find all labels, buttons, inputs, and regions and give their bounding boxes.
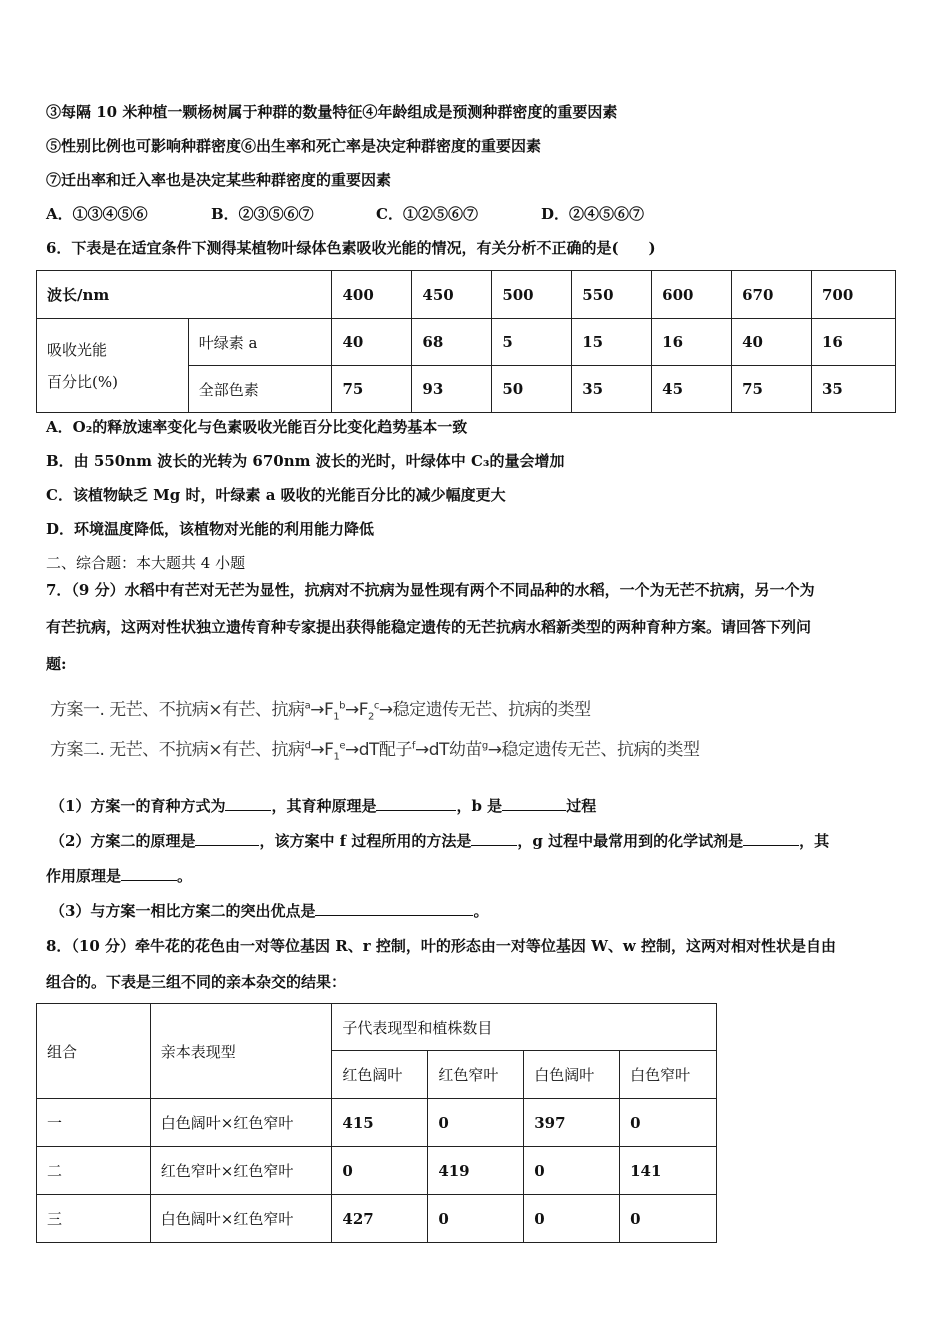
scheme-two: 方案二. 无芒、不抗病×有芒、抗病$^d\to F_1^e\to dT$配子$^f$→dT幼苗$^g$→稳定遗传无芒、抗病的类型: [50, 740, 700, 763]
value-cell: 75: [732, 366, 812, 413]
q7-subquestion-3: [50, 901, 488, 921]
answer-blank[interactable]: [225, 796, 271, 811]
text: ，g 过程中最常用到的化学试剂是: [517, 832, 744, 850]
text: 作用原理是: [46, 867, 122, 885]
f2-label: F: [358, 700, 368, 720]
subscript: 1: [333, 711, 340, 723]
wavelength-label: 波长/nm: [37, 271, 332, 319]
step-label: e: [339, 740, 345, 752]
gamete-label: dT配子: [358, 740, 412, 760]
row-label-chlorophyll-a: 叶绿素 a: [188, 319, 332, 366]
count-cell: 419: [428, 1147, 524, 1195]
text: ，其育种原理是: [271, 797, 377, 815]
answer-blank[interactable]: [121, 866, 177, 881]
text: （1）方案一的育种方式为: [50, 797, 226, 815]
subscript: 1: [333, 751, 340, 763]
group-cell: 一: [37, 1099, 151, 1147]
value-cell: 75: [332, 366, 412, 413]
scheme-two-suffix: 稳定遗传无芒、抗病的类型: [501, 740, 700, 760]
text: 。: [177, 867, 193, 885]
text: 过程: [566, 797, 597, 815]
q5-option-a[interactable]: A．①③④⑤⑥: [46, 205, 148, 223]
q5-statement-3-4: ③每隔 10 米种植一颗杨树属于种群的数量特征④年龄组成是预测种群密度的重要因素: [46, 103, 618, 121]
count-cell: 397: [524, 1099, 620, 1147]
scheme-one: 方案一. 无芒、不抗病×有芒、抗病$^a\to F_1^b\to F_2^c\to$稳定遗传无芒、抗病的类型: [50, 700, 591, 723]
cross-table: [36, 1003, 717, 1243]
subheader-cell: 白色窄叶: [620, 1051, 717, 1099]
q6-option-b[interactable]: B．由 550nm 波长的光转为 670nm 波长的光时，叶绿体中 C₃的量会增加: [46, 452, 565, 470]
group-label-line1: 吸收光能: [47, 340, 108, 359]
value-cell: 35: [572, 366, 652, 413]
q6-option-c[interactable]: C．该植物缺乏 Mg 时，叶绿素 a 吸收的光能百分比的减少幅度更大: [46, 486, 506, 504]
text: ，其: [799, 832, 830, 850]
parent-cell: 白色阔叶×红色窄叶: [150, 1195, 332, 1243]
scheme-one-prefix: 方案一. 无芒、不抗病×有芒、抗病: [50, 700, 305, 720]
parent-cell: 白色阔叶×红色窄叶: [150, 1099, 332, 1147]
count-cell: 427: [332, 1195, 428, 1243]
value-cell: 16: [652, 319, 732, 366]
group-cell: 二: [37, 1147, 151, 1195]
f1-label: F: [323, 700, 334, 720]
group-cell: 三: [37, 1195, 151, 1243]
header-parent: 亲本表现型: [150, 1004, 332, 1099]
step-label: b: [339, 700, 345, 712]
absorption-table: [36, 270, 896, 413]
count-cell: 0: [428, 1099, 524, 1147]
wavelength-cell: 700: [812, 271, 896, 319]
value-cell: 5: [492, 319, 572, 366]
text: （3）与方案一相比方案二的突出优点是: [50, 902, 316, 920]
answer-blank[interactable]: [743, 831, 799, 846]
q5-statement-5-6: ⑤性别比例也可影响种群密度⑥出生率和死亡率是决定种群密度的重要因素: [46, 137, 542, 155]
q5-option-d[interactable]: D．②④⑤⑥⑦: [541, 205, 645, 223]
value-cell: 45: [652, 366, 732, 413]
wavelength-cell: 670: [732, 271, 812, 319]
wavelength-cell: 500: [492, 271, 572, 319]
header-offspring: 子代表现型和植株数目: [332, 1004, 717, 1051]
subheader-cell: 白色阔叶: [524, 1051, 620, 1099]
q5-statement-7: ⑦迁出率和迁入率也是决定某些种群密度的重要因素: [46, 171, 392, 189]
count-cell: 0: [524, 1147, 620, 1195]
wavelength-cell: 400: [332, 271, 412, 319]
answer-blank[interactable]: [502, 796, 566, 811]
count-cell: 0: [428, 1195, 524, 1243]
value-cell: 16: [812, 319, 896, 366]
q7-stem-line1: 7．（9 分）水稻中有芒对无芒为显性，抗病对不抗病为显性现有两个不同品种的水稻，一个为无芒不抗病，另一个为: [46, 581, 815, 599]
count-cell: 0: [524, 1195, 620, 1243]
section-heading: 二、综合题：本大题共 4 小题: [46, 554, 246, 572]
step-label: d: [304, 740, 311, 752]
answer-blank[interactable]: [471, 831, 517, 846]
text: （2）方案二的原理是: [50, 832, 196, 850]
count-cell: 0: [620, 1195, 717, 1243]
q7-subquestion-2-cont: [46, 866, 192, 886]
row-label-all-pigments: 全部色素: [188, 366, 332, 413]
q6-stem: 6．下表是在适宜条件下测得某植物叶绿体色素吸收光能的情况，有关分析不正确的是( ): [46, 239, 656, 257]
cross-header-row: [37, 1004, 717, 1051]
scheme-one-suffix: 稳定遗传无芒、抗病的类型: [392, 700, 591, 720]
q5-options: [46, 204, 644, 224]
count-cell: 0: [332, 1147, 428, 1195]
value-cell: 35: [812, 366, 896, 413]
q7-subquestion-2: [50, 831, 829, 851]
text: ，该方案中 f 过程所用的方法是: [259, 832, 472, 850]
value-cell: 15: [572, 319, 652, 366]
q8-stem-line1: 8．（10 分）牵牛花的花色由一对等位基因 R、r 控制，叶的形态由一对等位基因 W、w 控制，这两对相对性状是自由: [46, 937, 837, 955]
scheme-two-prefix: 方案二. 无芒、不抗病×有芒、抗病: [50, 740, 305, 760]
value-cell: 68: [412, 319, 492, 366]
q6-option-a[interactable]: A．O₂的释放速率变化与色素吸收光能百分比变化趋势基本一致: [46, 418, 468, 436]
subscript: 2: [368, 711, 374, 723]
count-cell: 0: [620, 1099, 717, 1147]
answer-blank[interactable]: [195, 831, 259, 846]
header-group: 组合: [37, 1004, 151, 1099]
step-label: c: [373, 700, 379, 712]
wavelength-cell: 450: [412, 271, 492, 319]
value-cell: 50: [492, 366, 572, 413]
q5-option-b[interactable]: B．②③⑤⑥⑦: [211, 205, 314, 223]
text: 。: [473, 902, 489, 920]
q8-stem-line2: 组合的。下表是三组不同的亲本杂交的结果：: [46, 973, 347, 991]
subheader-cell: 红色阔叶: [332, 1051, 428, 1099]
count-cell: 141: [620, 1147, 717, 1195]
subheader-cell: 红色窄叶: [428, 1051, 524, 1099]
f1-label: F: [324, 740, 334, 760]
q7-subquestion-1: [50, 796, 596, 816]
value-cell: 40: [332, 319, 412, 366]
q7-stem-line2: 有芒抗病，这两对性状独立遗传育种专家提出获得能稳定遗传的无芒抗病水稻新类型的两种育种方案。请回答下列问: [46, 618, 812, 636]
wavelength-row: [37, 271, 896, 319]
answer-blank[interactable]: [315, 901, 473, 916]
answer-blank[interactable]: [376, 796, 456, 811]
step-label: f: [411, 740, 415, 752]
value-cell: 93: [412, 366, 492, 413]
table-row: [37, 1147, 717, 1195]
wavelength-cell: 600: [652, 271, 732, 319]
q5-option-c[interactable]: C．①②⑤⑥⑦: [376, 205, 478, 223]
table-row: [37, 1195, 717, 1243]
wavelength-cell: 550: [572, 271, 652, 319]
table-row: [37, 1099, 717, 1147]
parent-cell: 红色窄叶×红色窄叶: [150, 1147, 332, 1195]
count-cell: 415: [332, 1099, 428, 1147]
text: ，b 是: [456, 797, 503, 815]
absorption-group-label: [37, 319, 189, 413]
value-cell: 40: [732, 319, 812, 366]
seedling-label: dT幼苗: [428, 740, 482, 760]
chlorophyll-a-row: [37, 319, 896, 366]
q7-stem-line3: 题:: [46, 655, 67, 673]
q6-option-d[interactable]: D．环境温度降低，该植物对光能的利用能力降低: [46, 520, 375, 538]
step-label: g: [481, 740, 488, 752]
step-label: a: [304, 700, 311, 712]
group-label-line2: 百分比(%): [47, 372, 118, 391]
